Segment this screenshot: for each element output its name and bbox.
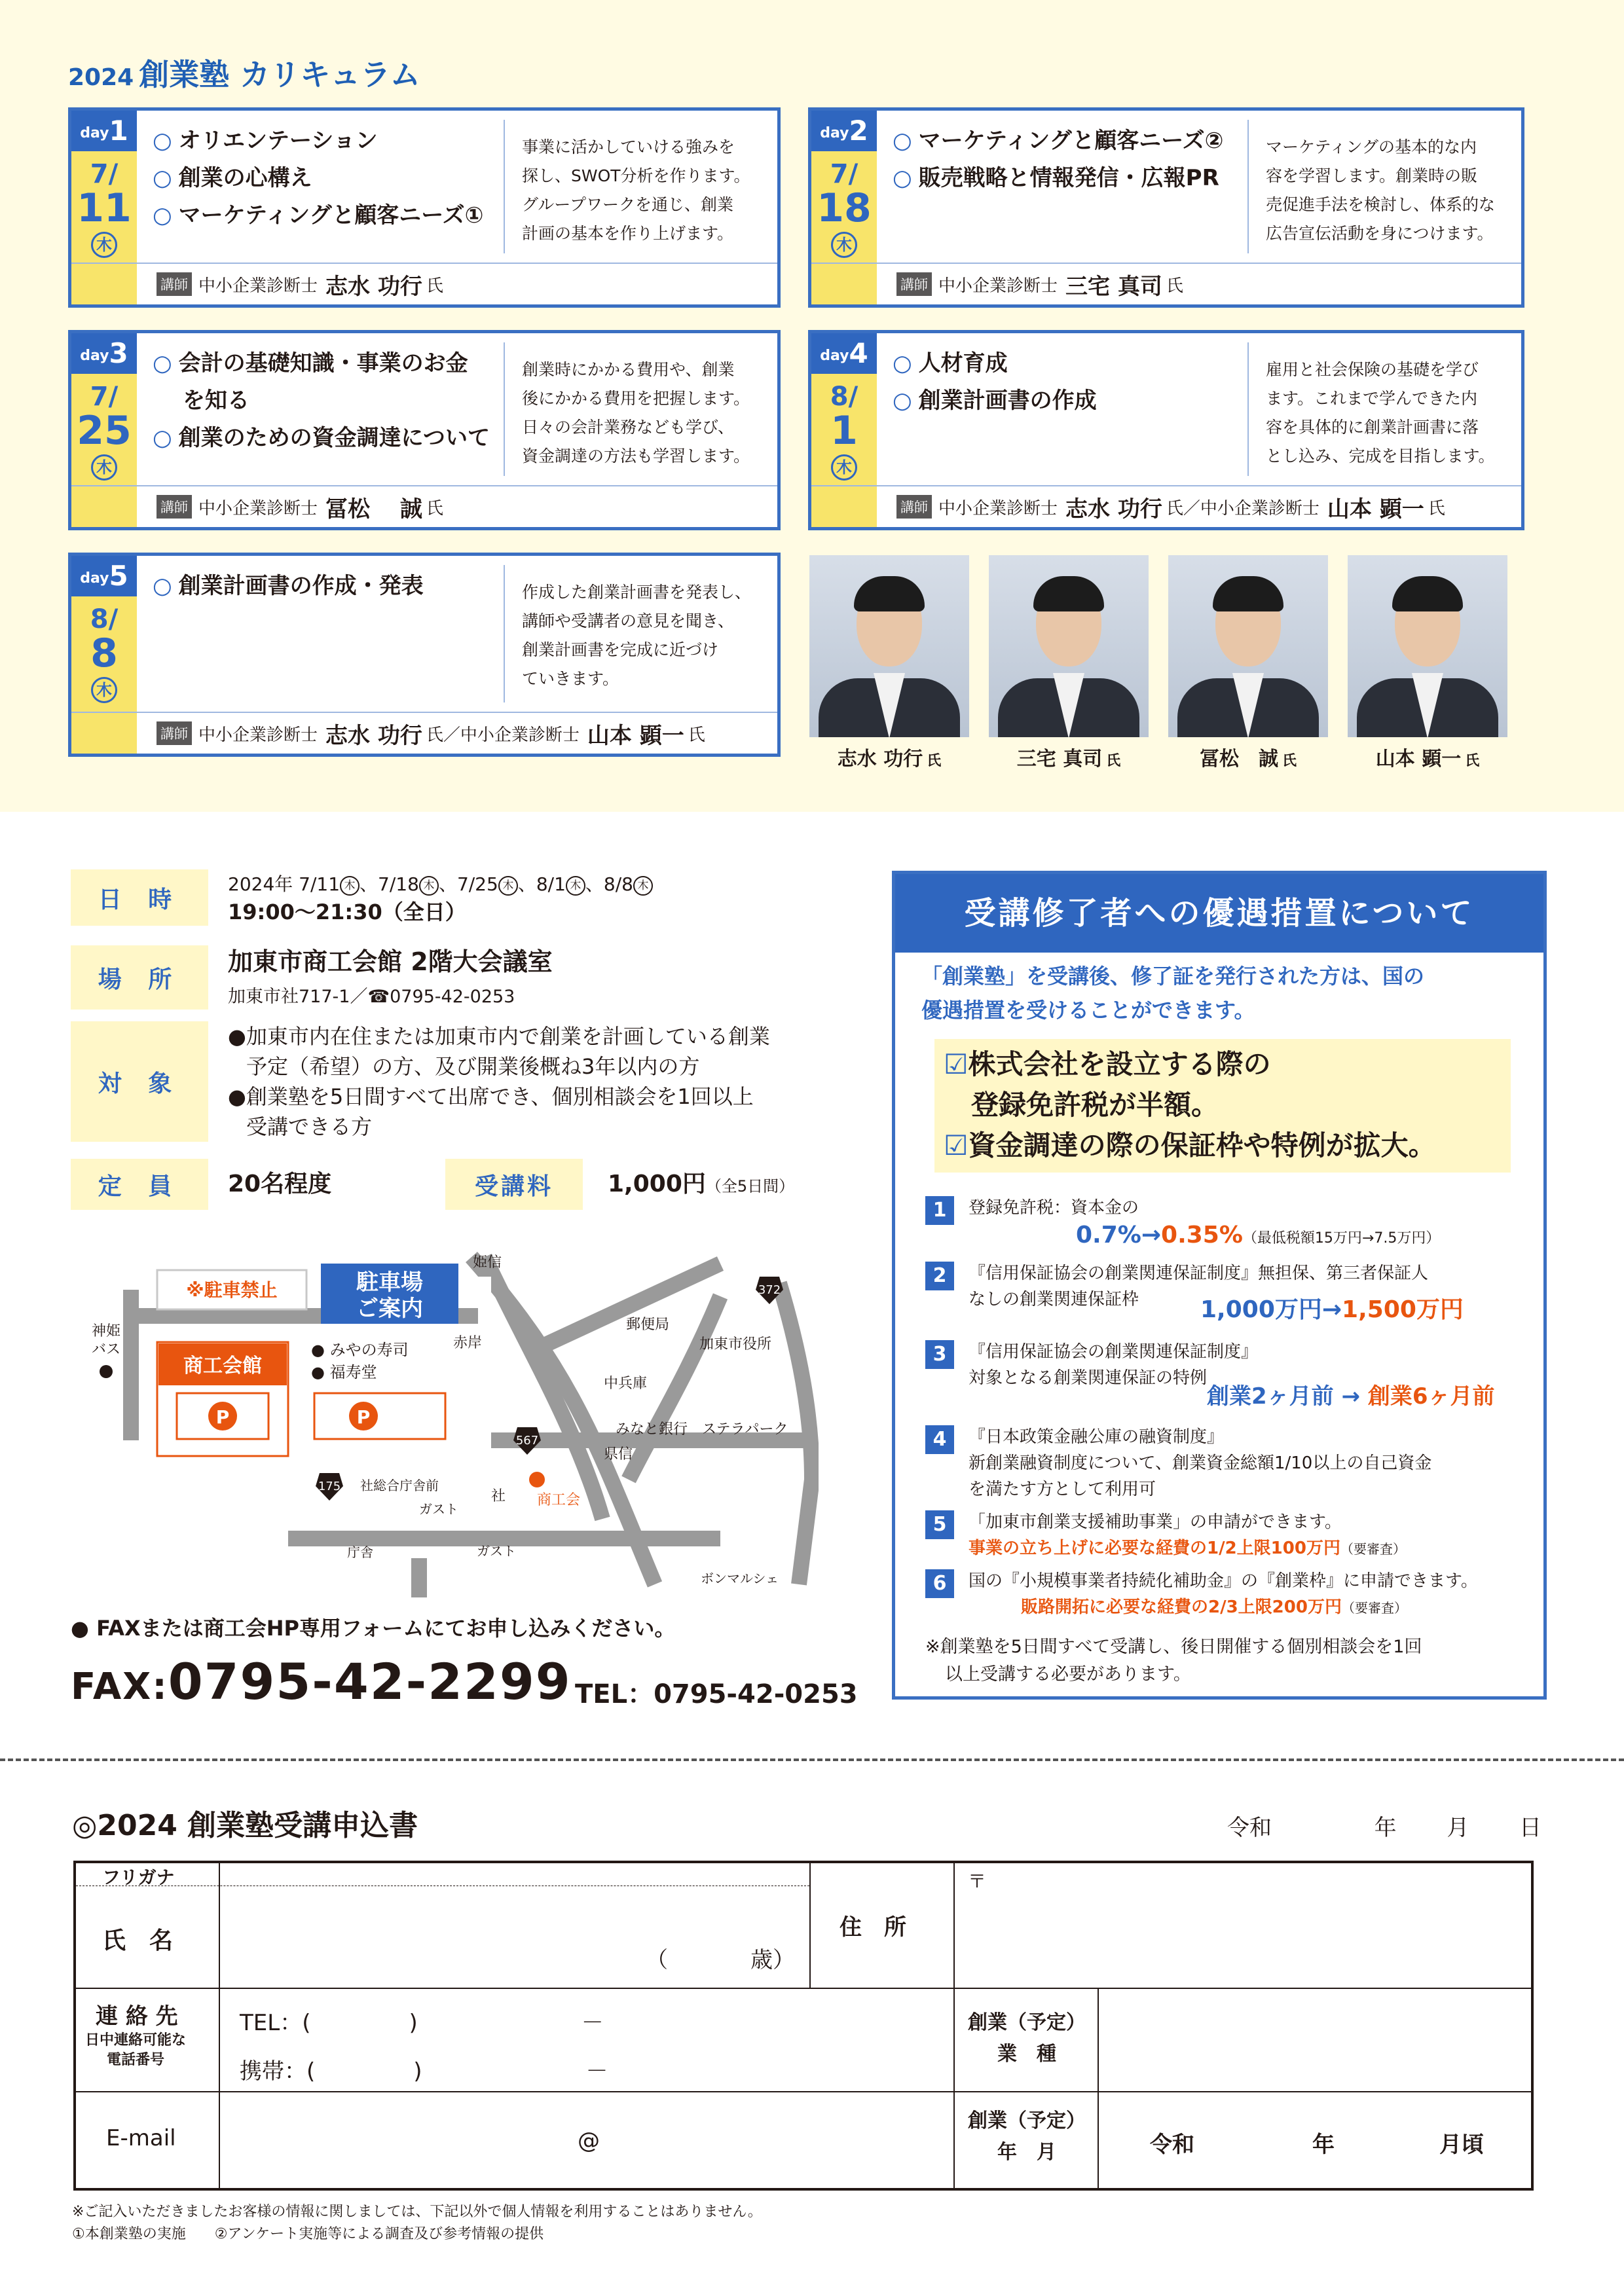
- topic: ○ 創業の心構え: [153, 160, 493, 197]
- email-field[interactable]: @: [578, 2128, 600, 2154]
- topic: ○ 販売戦略と情報発信・広報PR: [893, 160, 1237, 197]
- benefit-2: 2 『信用保証協会の創業関連保証制度』無担保、第三者保証人 なしの創業関連保証枠 1,000万円→1,500万円: [925, 1260, 1515, 1332]
- lecturer-row: 講師 中小企業診断士 冨松 誠 氏: [71, 485, 777, 527]
- topic: ○ オリエンテーション: [153, 122, 493, 160]
- email-label: E-mail: [106, 2125, 176, 2151]
- day-description: 事業に活かしていける強みを 探し、SWOT分析を作ります。 グループワークを通じ、創業 計画の基本を作り上げます。: [504, 120, 777, 253]
- label-bonmarche: ボンマルシェ: [701, 1571, 779, 1586]
- benefits-checks: ☑株式会社を設立する際の 登録免許税が半額。 ☑資金調達の際の保証枠や特例が拡大。: [934, 1039, 1511, 1173]
- lecturer-tag: 講師: [896, 272, 932, 296]
- lecturer-row: 講師 中小企業診断士 志水 功行 氏: [71, 263, 777, 304]
- mobile-field[interactable]: 携帯：( ) －: [240, 2058, 608, 2085]
- target-label: 対 象: [71, 1021, 208, 1142]
- topic: ○ 人材育成: [893, 345, 1237, 382]
- lecturer-tag: 講師: [157, 272, 192, 296]
- lecturer-photo: [1168, 555, 1328, 737]
- biz-date-field[interactable]: 令和 年 月頃: [1150, 2132, 1484, 2158]
- day-box-4: [808, 330, 1524, 530]
- time: 19:00～21:30（全日）: [228, 900, 466, 924]
- day-label: day5: [71, 556, 137, 596]
- topic: ○ マーケティングと顧客ニーズ②: [893, 122, 1237, 160]
- apply-note: ● FAXまたは商工会HP専用フォームにてお申し込みください。: [71, 1616, 676, 1641]
- benefit-3: 3 『信用保証協会の創業関連保証制度』 対象となる創業関連保証の特例 創業2ヶ月前 → 創業6ヶ月前: [925, 1339, 1515, 1417]
- lecturer-tag: 講師: [157, 721, 192, 745]
- day-date: 7/ 25 木: [77, 383, 132, 481]
- date-text: 、8/8: [585, 873, 633, 895]
- date-text: 、8/1: [517, 873, 566, 895]
- label-sha: 社: [491, 1488, 506, 1504]
- parking-p-1: P: [215, 1406, 230, 1428]
- biz-date-label: 創業（予定） 年 月: [968, 2109, 1086, 2164]
- application-form: [73, 1861, 1534, 2191]
- route-175: 175: [318, 1480, 341, 1493]
- label-kenshin: 県信: [604, 1446, 633, 1463]
- benefit-4: 4 『日本政策金融公庫の融資制度』 新創業融資制度について、創業資金総額1/10以上の自己資金 を満たす方として利用可: [925, 1424, 1515, 1503]
- lecturer-name: 三宅 真司: [1065, 273, 1162, 300]
- check-1: ☑株式会社を設立する際の: [944, 1048, 1271, 1080]
- parking-note-2: ● 福寿堂: [311, 1363, 377, 1381]
- biz-type-label: 創業（予定） 業 種: [968, 2011, 1086, 2066]
- topic: ○ 創業計画書の作成・発表: [153, 568, 493, 605]
- day-label: day4: [811, 333, 877, 374]
- topic-list: [877, 111, 1247, 263]
- label-sha-gov: 社総合庁舎前: [360, 1478, 439, 1493]
- weekday-circle: 木: [633, 876, 653, 896]
- name-label: 氏 名: [102, 1927, 174, 1954]
- label-post: 郵便局: [626, 1317, 670, 1333]
- furigana-label: フリガナ: [102, 1867, 175, 1888]
- address: 加東市社717-1／☎0795-42-0253: [228, 987, 515, 1007]
- parking-title-2: ご案内: [356, 1296, 423, 1322]
- name-input[interactable]: [228, 1889, 804, 1981]
- topic: を知る: [183, 388, 249, 414]
- place: 加東市商工会館 2階大会議室: [228, 947, 553, 976]
- weekday-circle: 木: [419, 876, 439, 896]
- fee-label: 受講料: [445, 1159, 583, 1210]
- weekday-circle: 木: [498, 876, 518, 896]
- curriculum-title: 2024 創業塾 カリキュラム: [68, 57, 420, 92]
- no-parking-label: ※駐車禁止: [186, 1279, 278, 1301]
- lecturer-name: 山本 顕一: [1327, 496, 1424, 522]
- lecturer-photo-name: 冨松 誠 氏: [1199, 748, 1297, 771]
- lecturer-row: 講師 中小企業診断士 志水 功行 氏／ 中小企業診断士 山本 顕一 氏: [71, 712, 777, 754]
- label-gas2: ガスト: [477, 1543, 516, 1559]
- access-map: [65, 1244, 819, 1597]
- parking-title-1: 駐車場: [356, 1269, 423, 1296]
- datetime-label: 日 時: [71, 869, 208, 926]
- day-box-3: [68, 330, 781, 530]
- lecturer-row: 講師 中小企業診断士 三宅 真司 氏: [811, 263, 1521, 304]
- lecturer-photo: [1348, 555, 1507, 737]
- lecturer-name: 志水 功行: [1065, 496, 1162, 522]
- lecturer-name: 冨松 誠: [325, 496, 422, 522]
- lecturer-name: 志水 功行: [325, 722, 422, 749]
- capacity: 20名程度: [228, 1171, 332, 1197]
- fax-number: FAX:0795-42-2299: [71, 1652, 572, 1711]
- topic: ○ 会計の基礎知識・事業のお金: [153, 345, 493, 382]
- day-date: 7/ 18 木: [817, 160, 872, 258]
- day-date: 8/ 1 木: [830, 383, 858, 481]
- date-text: 、7/18: [360, 873, 419, 895]
- benefit-5: 5 「加東市創業支援補助事業」の申請ができます。 事業の立ち上げに必要な経費の1/2上限100万円（要審査）: [925, 1509, 1515, 1564]
- label-chosha: 庁舎: [347, 1544, 373, 1560]
- lecturer-photo-name: 山本 顕一 氏: [1375, 748, 1480, 771]
- label-cityhall: 加東市役所: [699, 1336, 772, 1353]
- label-kamihime-2: バス: [92, 1341, 121, 1358]
- age-open: （: [646, 1947, 668, 1973]
- cut-line: [0, 1758, 1624, 1761]
- check-2: ☑資金調達の際の保証枠や特例が拡大。: [944, 1129, 1436, 1161]
- day-label: day3: [71, 333, 137, 374]
- place-label: 場 所: [71, 945, 208, 1010]
- day-box-2: [808, 107, 1524, 308]
- topic-list: [877, 333, 1247, 485]
- tel-number: TEL：0795-42-0253: [575, 1679, 858, 1709]
- biz-type-input[interactable]: [1104, 1994, 1523, 2086]
- topic-list: [137, 111, 504, 263]
- parking-note-1: ● みやの寿司: [311, 1341, 409, 1359]
- address-input[interactable]: [960, 1889, 1523, 1981]
- postal-mark: 〒: [968, 1870, 987, 1892]
- benefits-intro: 「創業塾」を受講後、修了証を発行された方は、国の 優遇措置を受けることができます。: [921, 964, 1425, 1023]
- lecturer-tag: 講師: [157, 495, 192, 519]
- day-description: 創業時にかかる費用や、創業 後にかかる費用を把握します。 日々の会計業務なども学び、 資金調達の方法も学習します。: [504, 342, 777, 476]
- benefits-footnote: ※創業塾を5日間すべて受講し、後日開催する個別相談会を1回 以上受講する必要があります。: [925, 1637, 1422, 1685]
- day-date: 8/ 8 木: [90, 606, 118, 703]
- contact-label: 連 絡 先: [96, 2003, 178, 2030]
- benefit-6: 6 国の『小規模事業者持続化補助金』の『創業枠』に申請できます。 販路開拓に必要な経費の2/3上限200万円（要審査）: [925, 1568, 1515, 1623]
- date-text: 2024年 7/11: [228, 873, 341, 895]
- label-nakahyogo: 中兵庫: [604, 1376, 648, 1392]
- target-list: ●加東市内在住または加東市内で創業を計画している創業 予定（希望）の方、及び開業後概ね3年以内の方 ●創業塾を5日間すべて出席でき、個別相談会を1回以上 受講できる方: [228, 1024, 770, 1139]
- topic: ○ 創業計画書の作成: [893, 382, 1237, 420]
- lecturer-name: 山本 顕一: [587, 722, 684, 749]
- tel-field[interactable]: TEL：( ) －: [240, 2010, 604, 2036]
- lecturer-photo-name: 志水 功行 氏: [837, 748, 942, 771]
- date-text: 、7/25: [438, 873, 498, 895]
- capacity-label: 定 員: [71, 1159, 208, 1210]
- label-kamihime-1: 神姫: [92, 1323, 121, 1339]
- day-label: day2: [811, 111, 877, 151]
- label-himeshin: 姫信: [473, 1254, 502, 1271]
- route-567: 567: [515, 1434, 539, 1448]
- lecturer-tag: 講師: [896, 495, 932, 519]
- lecturer-photo: [809, 555, 969, 737]
- day-box-5: [68, 553, 781, 757]
- day-description: 雇用と社会保険の基礎を学び ます。これまで学んできた内 容を具体的に創業計画書に落 とし込み、完成を目指します。: [1247, 342, 1521, 476]
- privacy-note: ※ご記入いただきましたお客様の情報に関しましては、下記以外で個人情報を利用することはありません。 ①本創業塾の実施 ②アンケート実施等による調査及び参考情報の提供: [72, 2204, 762, 2242]
- hall-label: 商工会館: [183, 1355, 262, 1377]
- topic-list: [137, 556, 504, 712]
- label-gas1: ガスト: [419, 1501, 458, 1517]
- label-akagishi: 赤岸: [453, 1335, 483, 1351]
- day-date: 7/ 11 木: [77, 160, 132, 258]
- day-box-1: [68, 107, 781, 308]
- day-description: マーケティングの基本的な内 容を学習します。創業時の販 売促進手法を検討し、体系的な 広告宣伝活動を身につけます。: [1247, 120, 1521, 253]
- benefit-1: 1 登録免許税：資本金の 0.7%→0.35%（最低税額15万円→7.5万円）: [925, 1195, 1515, 1254]
- parking-p-2: P: [356, 1406, 371, 1428]
- topic: ○ マーケティングと顧客ニーズ①: [153, 197, 493, 234]
- route-372: 372: [758, 1283, 781, 1297]
- label-stella: ステラパーク: [702, 1421, 788, 1438]
- dates-line: [228, 869, 653, 900]
- address-label: 住 所: [840, 1914, 906, 1941]
- lecturer-photo-name: 三宅 真司 氏: [1016, 748, 1121, 771]
- topic: ○ 創業のための資金調達について: [153, 420, 493, 457]
- contact-sub: 日中連絡可能な 電話番号: [85, 2032, 187, 2068]
- day-label: day1: [71, 111, 137, 151]
- topic-list: [137, 333, 504, 485]
- form-date: 令和 年 月 日: [1227, 1815, 1541, 1841]
- weekday-circle: 木: [566, 876, 585, 896]
- lecturer-photo: [989, 555, 1149, 737]
- benefits-header: 受講修了者への優遇措置について: [895, 874, 1543, 953]
- lecturer-row: 講師 中小企業診断士 志水 功行 氏／ 中小企業診断士 山本 顕一 氏: [811, 485, 1521, 527]
- weekday-circle: 木: [340, 876, 360, 896]
- day-description: 作成した創業計画書を発表し、 講師や受講者の意見を聞き、 創業計画書を完成に近づけ ていきます。: [504, 565, 777, 702]
- fee: 1,000円（全5日間）: [608, 1171, 795, 1197]
- label-shokokai: 商工会: [537, 1492, 581, 1508]
- lecturer-name: 志水 功行: [325, 273, 422, 300]
- form-title: ◎2024 創業塾受講申込書: [72, 1809, 418, 1842]
- benefits-box: [892, 871, 1547, 1700]
- label-minato: みなと銀行: [616, 1421, 688, 1438]
- age-close: 歳）: [750, 1947, 795, 1973]
